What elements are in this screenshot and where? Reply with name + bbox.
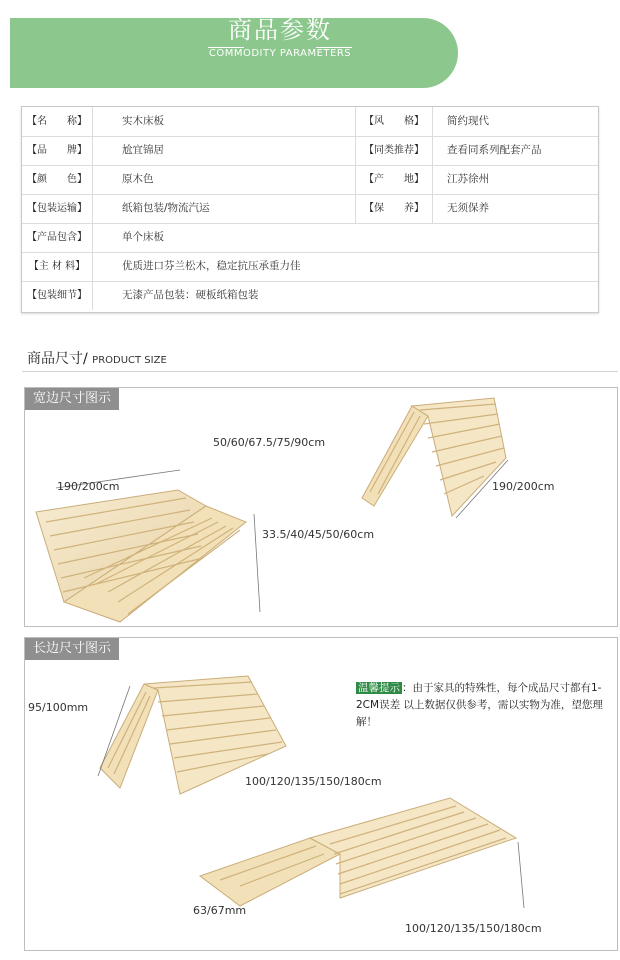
warm-tip-note (356, 680, 608, 731)
param-label: 【品 牌】 (22, 136, 93, 165)
param-label: 【同类推荐】 (355, 136, 433, 165)
param-value: 江苏徐州 (447, 173, 489, 185)
product-size-title-cn: 商品尺寸/ (27, 351, 88, 367)
param-value: 尬宜锦居 (122, 144, 164, 156)
banner-title: 商品参数 (228, 16, 332, 44)
param-row (22, 165, 598, 195)
param-row (22, 107, 598, 137)
param-label: 【产 地】 (355, 165, 433, 194)
long-height-dimension: 95/100mm (28, 701, 89, 714)
banner-subtitle: COMMODITY PARAMETERS (208, 48, 352, 59)
param-label: 【风 格】 (355, 107, 433, 136)
param-label: 【主 材 料】 (22, 252, 93, 281)
param-label: 【保 养】 (355, 194, 433, 223)
param-row (22, 194, 598, 224)
param-label: 【包装细节】 (22, 281, 93, 310)
param-value: 简约现代 (447, 115, 489, 127)
long-size-tab: 长边尺寸图示 (25, 638, 119, 660)
param-value: 纸箱包装/物流汽运 (122, 202, 210, 214)
param-value: 原木色 (122, 173, 154, 185)
folded-bed-board-wide-right (356, 398, 516, 518)
param-value: 优质进口芬兰松木，稳定抗压承重力佳 (122, 260, 301, 272)
long-height-dimension-bottom: 63/67mm (193, 904, 247, 917)
param-row (22, 223, 598, 253)
param-row (22, 252, 598, 282)
wide-length-dimension: 190/200cm (57, 480, 120, 493)
section-divider (22, 371, 618, 372)
wide-length-dimension-right: 190/200cm (492, 480, 555, 493)
param-value: 实木床板 (122, 115, 164, 127)
param-row (22, 281, 598, 311)
product-size-title-en: PRODUCT SIZE (92, 355, 167, 366)
param-label: 【包装运输】 (22, 194, 93, 223)
folded-bed-board-long-bottom (200, 798, 530, 908)
product-size-title (27, 348, 167, 368)
wide-height-dimension: 33.5/40/45/50/60cm (262, 528, 375, 541)
wide-width-dimension: 50/60/67.5/75/90cm (213, 436, 326, 449)
long-width-dimension-bottom: 100/120/135/150/180cm (405, 922, 542, 935)
recommend-link[interactable]: 查看同系列配套产品 (447, 144, 542, 156)
warm-tip-tag: 温馨提示 (358, 682, 400, 694)
param-label: 【名 称】 (22, 107, 93, 136)
param-label: 【颜 色】 (22, 165, 93, 194)
parameters-table (21, 106, 599, 313)
param-value: 单个床板 (122, 231, 164, 243)
warm-tip-text: ：由于家具的特殊性，每个成品尺寸都有1-2CM误差 以上数据仅供参考，需以实物为准，望您理解！ (356, 682, 603, 728)
wide-size-tab: 宽边尺寸图示 (25, 388, 119, 410)
param-value: 无漆产品包装：硬板纸箱包装 (122, 289, 259, 301)
long-width-dimension: 100/120/135/150/180cm (245, 775, 382, 788)
param-label: 【产品包含】 (22, 223, 93, 252)
param-value: 无须保养 (447, 202, 489, 214)
param-row (22, 136, 598, 166)
folded-bed-board-wide-left (28, 484, 268, 624)
